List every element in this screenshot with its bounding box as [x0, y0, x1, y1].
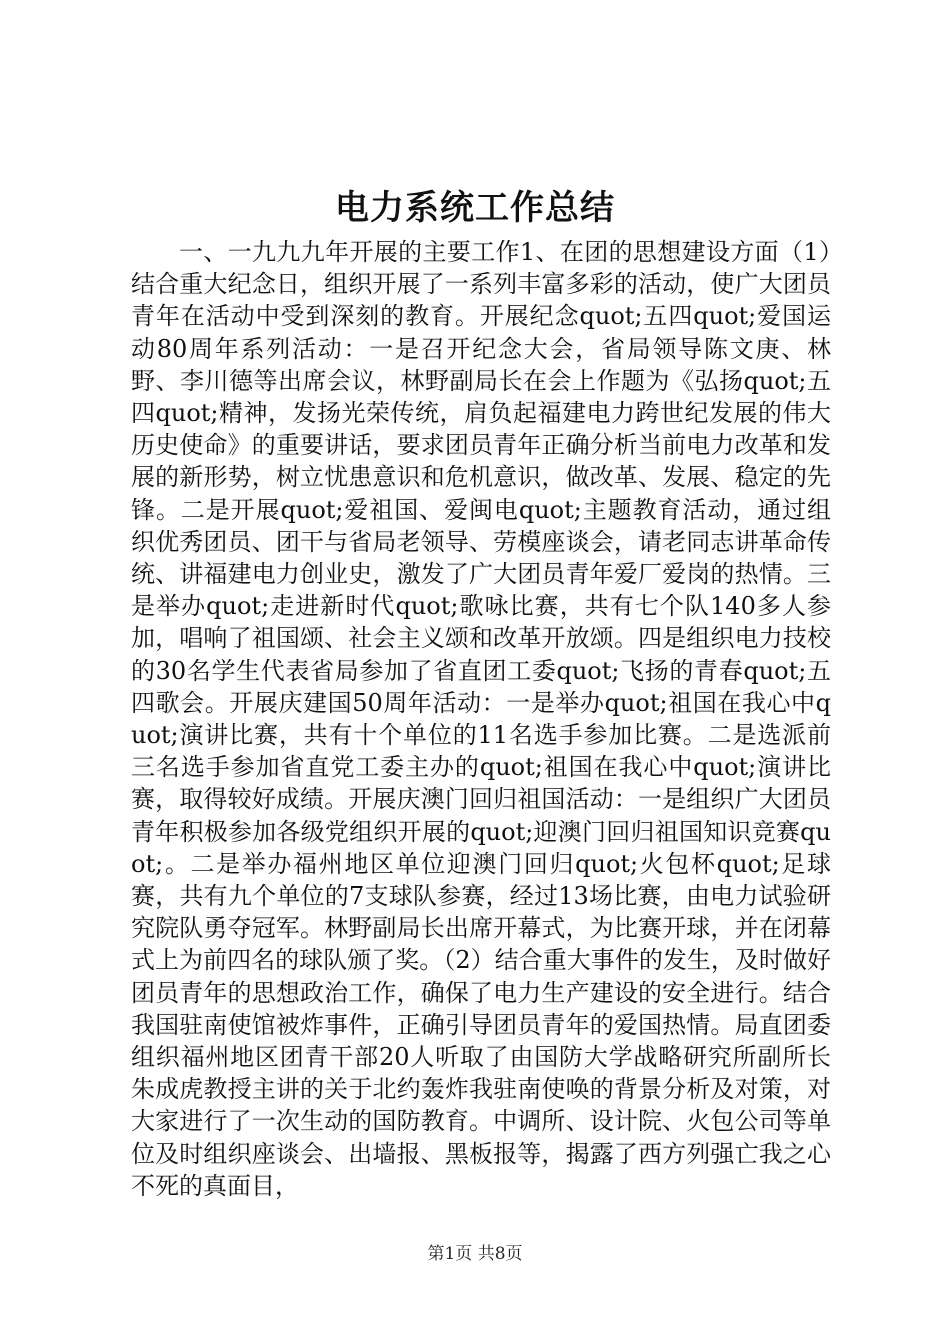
document-title: 电力系统工作总结 [335, 188, 615, 228]
document-body: 一、一九九九年开展的主要工作1、在团的思想建设方面（1）结合重大纪念日，组织开展了一系列丰富多彩的活动，使广大团员青年在活动中受到深刻的教育。开展纪念quot;五四quot;爱国运动80周年系列活动：一是召开纪念大会，省局领导陈文庚、林野、李川德等出席会议，林野副局长在会上作题为《弘扬quot;五四quot;精神，发扬光荣传统，肩负起福建电力跨世纪发展的伟大历史使命》的重要讲话，要求团员青年正确分析当前电力改革和发展的新形势，树立忧患意识和危机意识，做改革、发展、稳定的先锋。二是开展quot;爱祖国、爱闽电quot;主题教育活动，通过组织优秀团员、团干与省局老领导、劳模座谈会，请老同志讲革命传统、讲福建电力创业史，激发了广大团员青年爱厂爱岗的热情。三是举办quot;走进新时代quot;歌咏比赛，共有七个队140多人参加，唱响了祖国颂、社会主义颂和改革开放颂。四是组织电力技校的30名学生代表省局参加了省直团工委quot;飞扬的青春quot;五四歌会。开展庆建国50周年活动：一是举办quot;祖国在我心中quot;演讲比赛，共有十个单位的11名选手参加比赛。二是选派前三名选手参加省直党工委主办的quot;祖国在我心中quot;演讲比赛，取得较好成绩。开展庆澳门回归祖国活动：一是组织广大团员青年积极参加各级党组织开展的quot;迎澳门回归祖国知识竞赛quot;。二是举办福州地区单位迎澳门回归quot;火包杯quot;足球赛，共有九个单位的7支球队参赛，经过13场比赛，由电力试验研究院队勇夺冠军。林野副局长出席开幕式，为比赛开球，并在闭幕式上为前四名的球队颁了奖。（2）结合重大事件的发生，及时做好团员青年的思想政治工作，确保了电力生产建设的安全进行。结合我国驻南使馆被炸事件，正确引导团员青年的爱国热情。局直团委组织福州地区团青干部20人听取了由国防大学战略研究所副所长朱成虎教授主讲的关于北约轰炸我驻南使唤的背景分析及对策，对大家进行了一次生动的国防教育。中调所、设计院、火包公司等单位及时组织座谈会、出墙报、黑板报等，揭露了西方列强亡我之心不死的真面目， [131, 238, 831, 1200]
page-number-footer: 第1页 共8页 [427, 1244, 523, 1264]
